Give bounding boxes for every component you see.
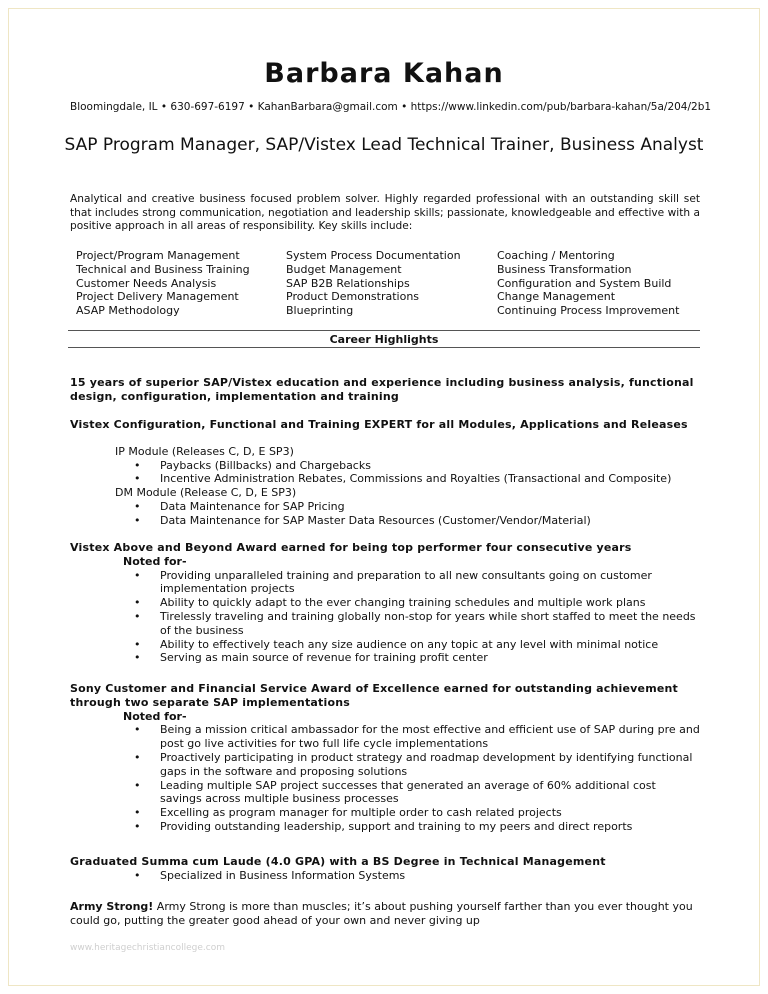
highlight-sony-award — [70, 682, 700, 834]
career-highlights-heading: Career Highlights — [329, 333, 439, 346]
skill-item: Blueprinting — [286, 304, 354, 318]
skill-item: Configuration and System Build — [497, 276, 672, 290]
noted-for-label: Noted for- — [123, 709, 187, 723]
skill-item: Project Delivery Management — [76, 290, 239, 304]
skills-column-1 — [76, 249, 250, 318]
list-item: • Providing unparalleled training and preparation to all new consultants going on customer implementation projects — [70, 569, 700, 597]
dm-module-list — [70, 500, 700, 528]
education-list — [70, 869, 700, 883]
highlight-vistex-award — [70, 541, 700, 665]
resume-headline: SAP Program Manager, SAP/Vistex Lead Technical Trainer, Business Analyst — [64, 135, 704, 155]
skills-column-2 — [286, 249, 461, 318]
skill-item: ASAP Methodology — [76, 304, 180, 318]
skill-item: Budget Management — [286, 262, 402, 276]
highlight-title: Sony Customer and Financial Service Award of Excellence earned for outstanding achievement through two separate SAP implementations — [70, 682, 679, 709]
list-item: • Proactively participating in product strategy and roadmap development by identifying functional gaps in the software and proposing solutions — [70, 751, 700, 779]
module-label: DM Module (Release C, D, E SP3) — [115, 486, 297, 500]
noted-for-label: Noted for- — [123, 554, 187, 568]
ip-module-list — [70, 459, 700, 487]
army-strong-lead: Army Strong! — [70, 900, 154, 913]
skill-item: Product Demonstrations — [286, 290, 420, 304]
list-item: • Specialized in Business Information Systems — [70, 869, 700, 883]
army-strong-text: Army Strong is more than muscles; it’s about pushing yourself farther than you ever thought you could go, putting the greater good ahead of your own and never giving up — [70, 900, 693, 927]
resume-name: Barbara Kahan — [264, 58, 504, 89]
section-divider-top — [68, 330, 700, 331]
list-item: • Tirelessly traveling and training globally non-stop for years while short staffed to meet the needs of the business — [70, 610, 700, 638]
highlight-vistex-expert — [70, 418, 700, 528]
list-item: • Data Maintenance for SAP Master Data Resources (Customer/Vendor/Material) — [70, 514, 700, 528]
list-item: • Serving as main source of revenue for training profit center — [70, 651, 700, 665]
list-item: • Paybacks (Billbacks) and Chargebacks — [70, 459, 700, 473]
skills-column-3 — [497, 249, 679, 318]
skill-item: Project/Program Management — [76, 249, 240, 262]
sony-list — [70, 723, 700, 833]
list-item: • Excelling as program manager for multiple order to cash related projects — [70, 806, 700, 820]
skill-item: Business Transformation — [497, 262, 632, 276]
highlight-title: Graduated Summa cum Laude (4.0 GPA) with a BS Degree in Technical Management — [70, 855, 606, 868]
skill-item: Coaching / Mentoring — [497, 249, 615, 262]
highlight-title: Vistex Above and Beyond Award earned for being top performer four consecutive years — [70, 541, 632, 554]
skill-item: Technical and Business Training — [76, 262, 250, 276]
skill-item: Continuing Process Improvement — [497, 304, 680, 318]
list-item: • Incentive Administration Rebates, Commissions and Royalties (Transactional and Composite) — [70, 472, 700, 486]
highlight-title: Vistex Configuration, Functional and Training EXPERT for all Modules, Applications and Releases — [70, 418, 688, 431]
highlight-experience — [70, 376, 700, 404]
skill-item: System Process Documentation — [286, 249, 461, 262]
highlight-title: 15 years of superior SAP/Vistex education and experience including business analysis, functional design, configuration, implementation and training — [70, 376, 694, 403]
skill-item: Customer Needs Analysis — [76, 276, 217, 290]
summary-paragraph: Analytical and creative business focused problem solver. Highly regarded professional with an outstanding skill set that includes strong communication, negotiation and leadership skills; passionate, knowledgeable and effective with a positive approach in all areas of responsibility. Key skills include: — [70, 193, 700, 233]
list-item: • Being a mission critical ambassador for the most effective and efficient use of SAP during pre and post go live activities for two full life cycle implementations — [70, 723, 700, 751]
award-list — [70, 569, 700, 666]
module-label: IP Module (Releases C, D, E SP3) — [115, 444, 294, 458]
list-item: • Providing outstanding leadership, support and training to my peers and direct reports — [70, 820, 700, 834]
list-item: • Ability to quickly adapt to the ever changing training schedules and multiple work plans — [70, 596, 700, 610]
list-item: • Data Maintenance for SAP Pricing — [70, 500, 700, 514]
section-divider-bottom — [68, 347, 700, 348]
highlight-education — [70, 855, 700, 883]
skill-item: SAP B2B Relationships — [286, 276, 410, 290]
skill-item: Change Management — [497, 290, 616, 304]
watermark-text: www.heritagechristiancollege.com — [70, 943, 225, 953]
list-item: • Leading multiple SAP project successes that generated an average of 60% additional cost savings across multiple business processes — [70, 779, 700, 807]
contact-line: Bloomingdale, IL • 630-697-6197 • KahanBarbara@gmail.com • https://www.linkedin.com/pub/barbara-kahan/5a/204/2b1 — [70, 101, 712, 113]
army-strong-paragraph — [70, 900, 700, 928]
list-item: • Ability to effectively teach any size audience on any topic at any level with minimal notice — [70, 638, 700, 652]
